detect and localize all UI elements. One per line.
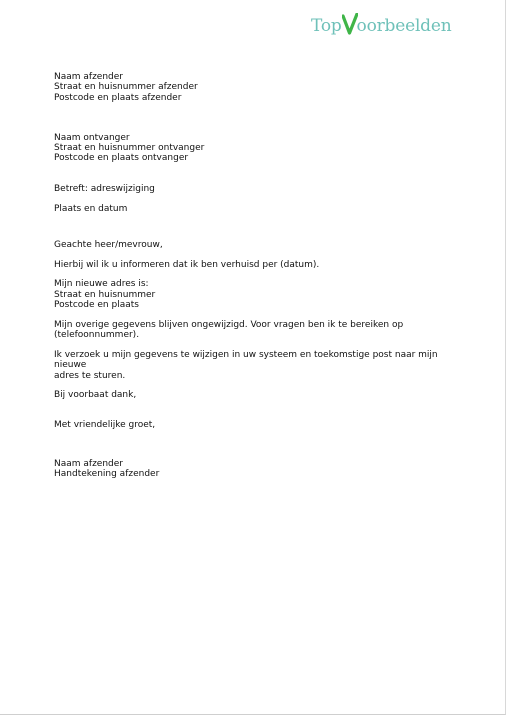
- new-address-street: Straat en huisnummer: [54, 289, 156, 300]
- closing-line: Met vriendelijke groet,: [54, 419, 156, 430]
- signature-block: [54, 459, 454, 480]
- recipient-postcode: Postcode en plaats ontvanger: [54, 153, 189, 164]
- topvoorbeelden-logo: [311, 13, 451, 39]
- other-data-line-1: Mijn overige gegevens blijven ongewijzigd. Voor vragen ben ik te bereiken op: [54, 319, 404, 330]
- place-date: Plaats en datum: [54, 203, 128, 214]
- request-paragraph: [54, 350, 454, 381]
- recipient-address: [54, 133, 454, 164]
- thanks-line: Bij voorbaat dank,: [54, 390, 137, 401]
- logo-text-top: Top: [311, 16, 342, 36]
- sender-street: Straat en huisnummer afzender: [54, 82, 198, 93]
- logo-text-oorbeelden: oorbeelden: [356, 16, 452, 36]
- signature-label: Handtekening afzender: [54, 469, 160, 480]
- letter-body: [54, 72, 454, 480]
- salutation: Geachte heer/mevrouw,: [54, 239, 163, 250]
- new-address-postcode: Postcode en plaats: [54, 300, 139, 311]
- sender-name: Naam afzender: [54, 72, 123, 82]
- recipient-street: Straat en huisnummer ontvanger: [54, 143, 205, 154]
- subject-line: Betreft: adreswijziging: [54, 183, 155, 194]
- other-data-line-2: (telefoonnummer).: [54, 330, 140, 341]
- request-line-2: adres te sturen.: [54, 370, 126, 381]
- other-data-paragraph: [54, 320, 454, 341]
- signature-name: Naam afzender: [54, 458, 123, 469]
- request-line-1: Ik verzoek u mijn gegevens te wijzigen in uw systeem en toekomstige post naar mijn nieuwe: [54, 349, 438, 371]
- new-address-block: [54, 279, 454, 310]
- sender-address: [54, 72, 454, 103]
- new-address-label: Mijn nieuwe adres is:: [54, 279, 149, 290]
- checkmark-v-icon: [342, 13, 358, 35]
- intro-paragraph: Hierbij wil ik u informeren dat ik ben verhuisd per (datum).: [54, 259, 320, 270]
- sender-postcode: Postcode en plaats afzender: [54, 92, 182, 103]
- recipient-name: Naam ontvanger: [54, 132, 130, 143]
